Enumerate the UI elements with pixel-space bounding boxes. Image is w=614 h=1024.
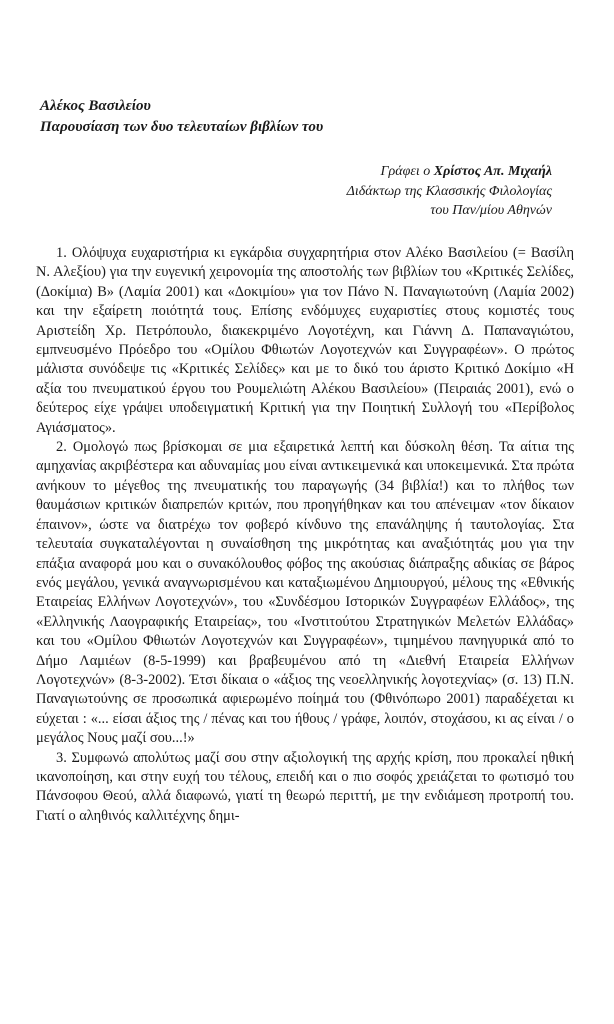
byline-title: Διδάκτωρ της Κλασσικής Φιλολογίας	[346, 183, 552, 199]
paragraph-1: 1. Ολόψυχα ευχαριστήρια κι εγκάρδια συγχαρητήρια στον Αλέκο Βασιλείου (= Βασίλη Ν. Αλεξίου) για την ευγενική χειρονομία της αποστολής των βιβλίων του «Κριτικές Σελίδες, (Δοκίμια) Β» (Λαμία 2001) και «Δοκιμίου» για τον Πάνο Ν. Παναγιωτούνη (Λαμία 2002) και την εξαίρετη ποιότητά τους. Επίσης ενδόμυχες ευχαριστίες στους κομιστές τους Αριστείδη Χρ. Πετρόπουλο, διακεκριμένο Λογοτέχνη, και Γιάννη Δ. Παπαναγιώτου, εμπνευσμένο Πρόεδρο του «Ομίλου Φθιωτών Λογοτεχνών και Συγγραφέων». Ο πρώτος μάλιστα συνόδεψε τις «Κριτικές Σελίδες» και με το δικό του άριστο Κριτικό Δοκίμιο «Η αξία του πνευματικού έργου του Ρουμελιώτη Αλέκου Βασιλείου» (Πειραιάς 2001), ενώ ο δεύτερος είχε γράψει υποδειγματική Κριτική για την Ποιητική Συλλογή του «Περίβολος Αγιάσματος».	[36, 245, 574, 436]
byline-institution: του Παν/μίου Αθηνών	[430, 203, 552, 218]
article-subtitle: Παρουσίαση των δυο τελευταίων βιβλίων του	[40, 119, 324, 135]
paragraph-2: 2. Ομολογώ πως βρίσκομαι σε μια εξαιρετικά λεπτή και δύσκολη θέση. Τα αίτια της αμηχανίας ακριβέστερα και αδυναμίας μου είναι αντικειμενικά και υποκειμενικά. Στα πρώτα ανήκουν το μέγεθος της πνευματικής του παραγωγής (34 βιβλία!) και το πλήθος των θαυμάσιων κριτικών διαπρεπών κριτών, που προηγήθηκαν και του απένειμαν «τον δίκαιον έπαινον», ώστε να διατρέχω τον φοβερό κίνδυνο της επανάληψης ή ταυτολογίας. Στα τελευταία συγκαταλέγονται η συναίσθηση της μικρότητας και αναξιότητάς μου για την επάξια αναφορά μου και ο συνακόλουθος φόβος της ακούσιας διάπραξης αδικίας σε βάρος ενός μεγάλου, γενικά αναγνωρισμένου και καταξιωμένου Δημιουργού, μέλους της «Εθνικής Εταιρείας Ελλήνων Λογοτεχνών», του «Συνδέσμου Ιστορικών Συγγραφέων Ελλάδος», της «Ελληνικής Λαογραφικής Εταιρείας», του «Ινστιτούτου Στρατηγικών Μελετών Ελλάδας» και του «Ομίλου Φθιωτών Λογοτεχνών και Συγγραφέων», τιμημένου πανηγυρικά από το Δήμο Λαμιέων (8-5-1999) και βραβευμένου από τη «Διεθνή Εταιρεία Ελλήνων Λογοτεχνών» (8-3-2002). Έτσι δίκαια ο «άξιος της νεοελληνικής λογοτεχνίας» (σ. 13) Π.Ν. Παναγιωτούνης σε προσωπικά αφιερωμένο ποίημά του (Φθινόπωρο 2001) παραδέχεται κι εύχεται : «... είσαι άξιος της / πένας και του ήθους / γράφε, λοιπόν, στοχάσου, κι ας είναι / ο μεγάλος Νους μαζί σου...!»	[36, 439, 574, 747]
paragraph-3: 3. Συμφωνώ απολύτως μαζί σου στην αξιολογική της αρχής κρίση, που προκαλεί ηθική ικανοποίηση, και στην ευχή του τέλους, επειδή και ο πιο σοφός χρειάζεται το φωτισμό του Πάνσοφου Θεού, αλλά διαφωνώ, γιατί τη θεωρώ περιττή, με την ενδιάμεση προτροπή του. Γιατί ο αληθινός καλλιτέχνης δημι-	[36, 749, 574, 824]
article-body	[36, 244, 574, 826]
byline-writer-line	[222, 162, 552, 182]
author-name: Αλέκος Βασιλείου	[40, 98, 151, 114]
byline-prefix: Γράφει ο	[380, 164, 434, 179]
byline	[222, 162, 552, 221]
byline-writer: Χρίστος Απ. Μιχαήλ	[433, 164, 552, 179]
